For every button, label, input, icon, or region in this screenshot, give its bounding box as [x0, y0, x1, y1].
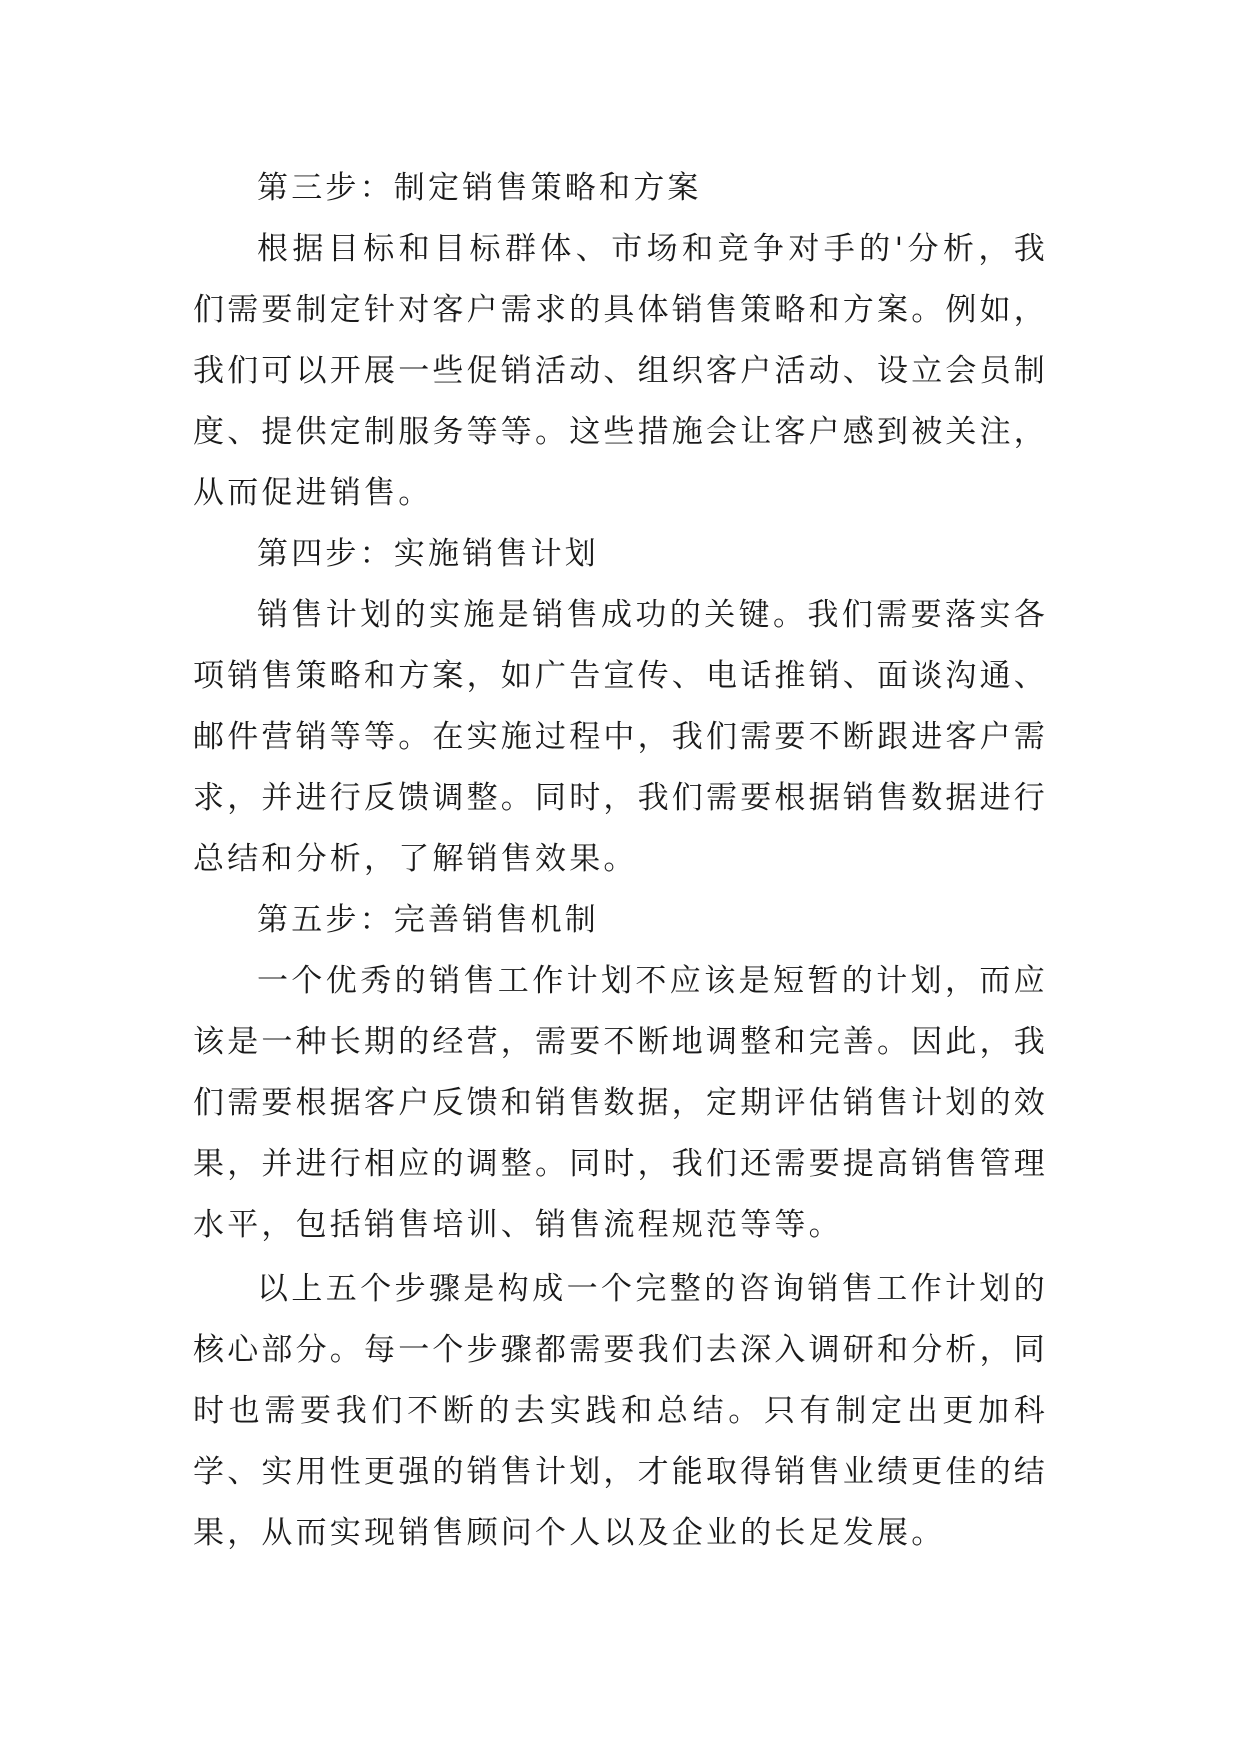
conclusion-paragraph: 以上五个步骤是构成一个完整的咨询销售工作计划的核心部分。每一个步骤都需要我们去深入调研和分析，同时也需要我们不断的去实践和总结。只有制定出更加科学、实用性更强的销售计划，才能取得销售业绩更佳的结果，从而实现销售顾问个人以及企业的长足发展。: [193, 1271, 1048, 1551]
section-body-step-3: 根据目标和目标群体、市场和竞争对手的'分析，我们需要制定针对客户需求的具体销售策略和方案。例如，我们可以开展一些促销活动、组织客户活动、设立会员制度、提供定制服务等等。这些措施会让客户感到被关注，从而促进销售。: [193, 231, 1048, 511]
section-body-step-5: 一个优秀的销售工作计划不应该是短暂的计划，而应该是一种长期的经营，需要不断地调整和完善。因此，我们需要根据客户反馈和销售数据，定期评估销售计划的效果，并进行相应的调整。同时，我们还需要提高销售管理水平，包括销售培训、销售流程规范等等。: [193, 963, 1048, 1243]
section-heading-step-5: 第五步：完善销售机制: [257, 902, 599, 938]
section-body-step-4: 销售计划的实施是销售成功的关键。我们需要落实各项销售策略和方案，如广告宣传、电话推销、面谈沟通、邮件营销等等。在实施过程中，我们需要不断跟进客户需求，并进行反馈调整。同时，我们需要根据销售数据进行总结和分析，了解销售效果。: [193, 597, 1048, 877]
section-heading-step-3: 第三步：制定销售策略和方案: [257, 170, 702, 206]
section-heading-step-4: 第四步：实施销售计划: [257, 536, 599, 572]
document-content: [193, 158, 1048, 1564]
